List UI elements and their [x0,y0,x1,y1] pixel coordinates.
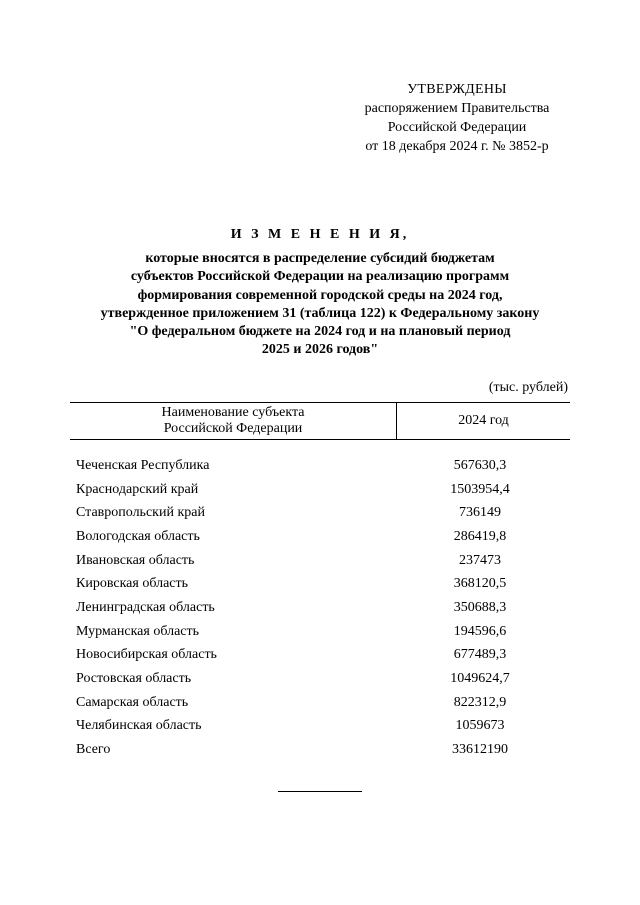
subsidy-value: 1049624,7 [450,671,510,687]
region-name: Краснодарский край [76,481,199,497]
table-row [76,738,570,762]
table-row [76,715,570,739]
subtitle-line: 2025 и 2026 годов" [261,342,379,358]
table-row [76,478,570,502]
table-header [70,402,570,440]
approval-block [352,80,562,156]
table-body [76,454,570,762]
region-name: Мурманская область [76,623,200,639]
subsidy-value: 1059673 [455,718,505,734]
table-row [76,549,570,573]
subsidy-value: 237473 [459,552,501,568]
subsidy-value: 1503954,4 [450,481,510,497]
subtitle-line: субъектов Российской Федерации на реализацию программ [130,269,510,285]
subsidy-value: 677489,3 [453,647,507,663]
table-row [76,644,570,668]
subsidy-value: 736149 [459,505,501,521]
table-row [76,667,570,691]
region-name: Кировская область [76,576,189,592]
header-name-line-1: Наименование субъекта [161,405,305,420]
region-name: Ставропольский край [76,505,205,521]
table-row [76,501,570,525]
region-name: Всего [76,742,111,758]
subtitle-line: "О федеральном бюджете на 2024 год и на плановый период [129,324,511,340]
header-name-cell [70,403,397,439]
subsidy-value: 350688,3 [453,599,507,615]
subtitle-line: которые вносятся в распределение субсидий бюджетам [145,251,495,266]
approval-line-1: распоряжением Правительства [364,101,550,116]
table-row [76,525,570,549]
approval-line-3: от 18 декабря 2024 г. № 3852-р [365,139,549,154]
table-row [76,596,570,620]
subsidy-value: 822312,9 [453,694,507,710]
header-year-cell: 2024 год [458,413,509,428]
region-name: Ленинградская область [76,599,215,615]
subtitle-line: формирования современной городской среды на 2024 год, [137,287,503,303]
region-name: Самарская область [76,694,189,710]
region-name: Вологодская область [76,528,200,544]
region-name: Чеченская Республика [76,457,210,473]
region-name: Челябинская область [76,718,202,734]
region-name: Ростовская область [76,671,192,687]
units-label: (тыс. рублей) [488,380,568,395]
subtitle-line: утвержденное приложением 31 (таблица 122) к Федеральному закону [100,305,540,321]
table-row [76,620,570,644]
table-row [76,454,570,478]
approval-heading: УТВЕРЖДЕНЫ [407,82,507,97]
table-row [76,572,570,596]
subsidy-value: 286419,8 [453,528,507,544]
subsidy-value: 194596,6 [453,623,507,639]
footer-divider [278,791,362,792]
subsidy-value: 567630,3 [453,457,507,473]
approval-line-2: Российской Федерации [387,120,527,135]
subsidy-value: 368120,5 [453,576,507,592]
region-name: Ивановская область [76,552,195,568]
subsidy-value: 33612190 [452,742,508,758]
header-name-line-2: Российской Федерации [163,421,303,436]
region-name: Новосибирская область [76,647,217,663]
document-title: И З М Е Н Е Н И Я, [230,227,410,242]
document-subtitle [60,250,580,360]
table-row [76,691,570,715]
